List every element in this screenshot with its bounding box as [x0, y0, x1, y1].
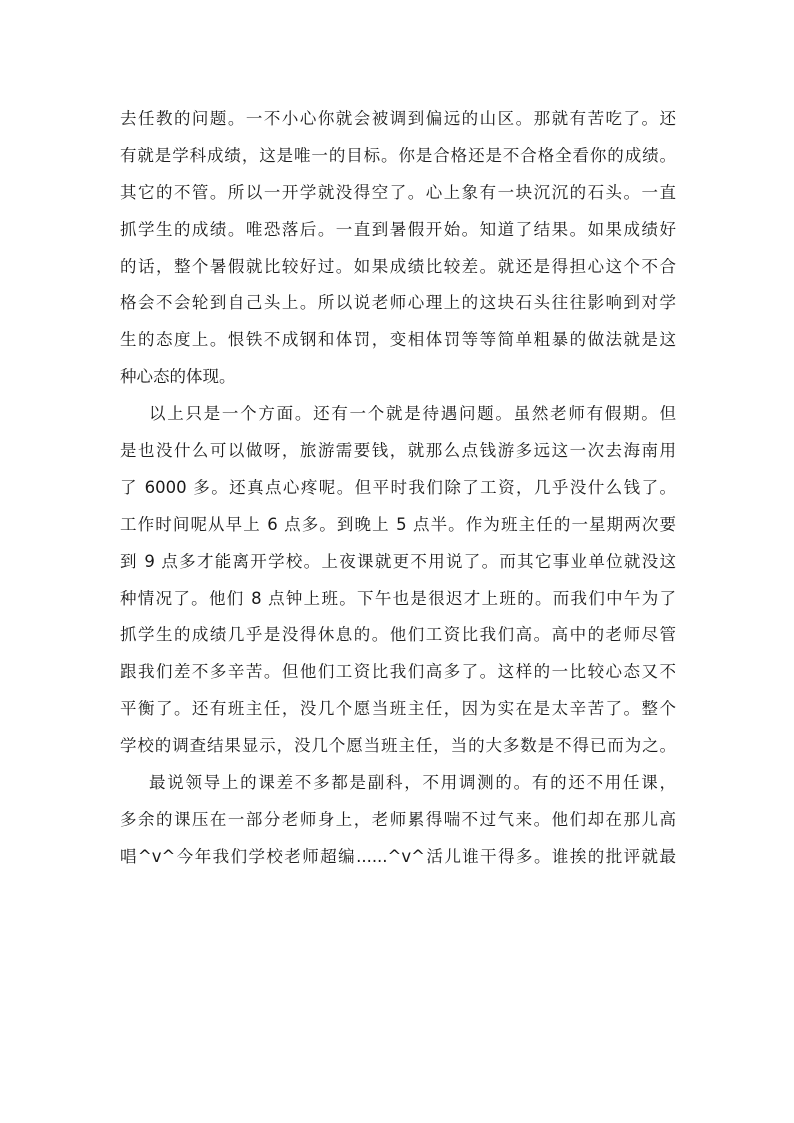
text-line: 有就是学科成绩，这是唯一的目标。你是合格还是不合格全看你的成绩。	[120, 145, 676, 165]
text-line: 其它的不管。所以一开学就没得空了。心上象有一块沉沉的石头。一直	[120, 182, 676, 202]
text-line: 工作时间呢从早上 6 点多。到晚上 5 点半。作为班主任的一星期两次要	[120, 514, 676, 534]
text-line: 平衡了。还有班主任，没几个愿当班主任，因为实在是太辛苦了。整个	[120, 699, 676, 719]
text-line: 以上只是一个方面。还有一个就是待遇问题。虽然老师有假期。但	[149, 404, 676, 424]
text-line: 生的态度上。恨铁不成钢和体罚，变相体罚等等简单粗暴的做法就是这	[120, 330, 676, 350]
text-line: 去任教的问题。一不小心你就会被调到偏远的山区。那就有苦吃了。还	[120, 109, 676, 128]
text-line: 跟我们差不多辛苦。但他们工资比我们高多了。这样的一比较心态又不	[120, 662, 676, 682]
text-line: 唱^v^今年我们学校老师超编......^v^活儿谁干得多。谁挨的批评就最	[120, 846, 676, 866]
text-line: 格会不会轮到自己头上。所以说老师心理上的这块石头往往影响到对学	[120, 293, 676, 313]
text-line: 学校的调查结果显示，没几个愿当班主任，当的大多数是不得已而为之。	[120, 736, 676, 756]
text-line: 多余的课压在一部分老师身上，老师累得喘不过气来。他们却在那儿高	[120, 809, 676, 829]
text-line: 最说领导上的课差不多都是副科，不用调测的。有的还不用任课，	[149, 773, 676, 793]
paragraph-2	[120, 396, 676, 765]
text-line: 种心态的体现。	[120, 367, 236, 387]
text-line: 抓学生的成绩几乎是没得休息的。他们工资比我们高。高中的老师尽管	[120, 625, 676, 645]
text-line: 了 6000 多。还真点心疼呢。但平时我们除了工资，几乎没什么钱了。	[120, 477, 676, 497]
paragraph-3	[120, 765, 676, 876]
text-line: 种情况了。他们 8 点钟上班。下午也是很迟才上班的。而我们中午为了	[120, 588, 676, 608]
text-line: 是也没什么可以做呀，旅游需要钱，就那么点钱游多远这一次去海南用	[120, 441, 676, 461]
body-text	[120, 101, 676, 876]
paragraph-1	[120, 101, 676, 396]
text-line: 的话，整个暑假就比较好过。如果成绩比较差。就还是得担心这个不合	[120, 256, 676, 276]
text-line: 抓学生的成绩。唯恐落后。一直到暑假开始。知道了结果。如果成绩好	[120, 219, 676, 239]
text-line: 到 9 点多才能离开学校。上夜课就更不用说了。而其它事业单位就没这	[120, 551, 676, 571]
